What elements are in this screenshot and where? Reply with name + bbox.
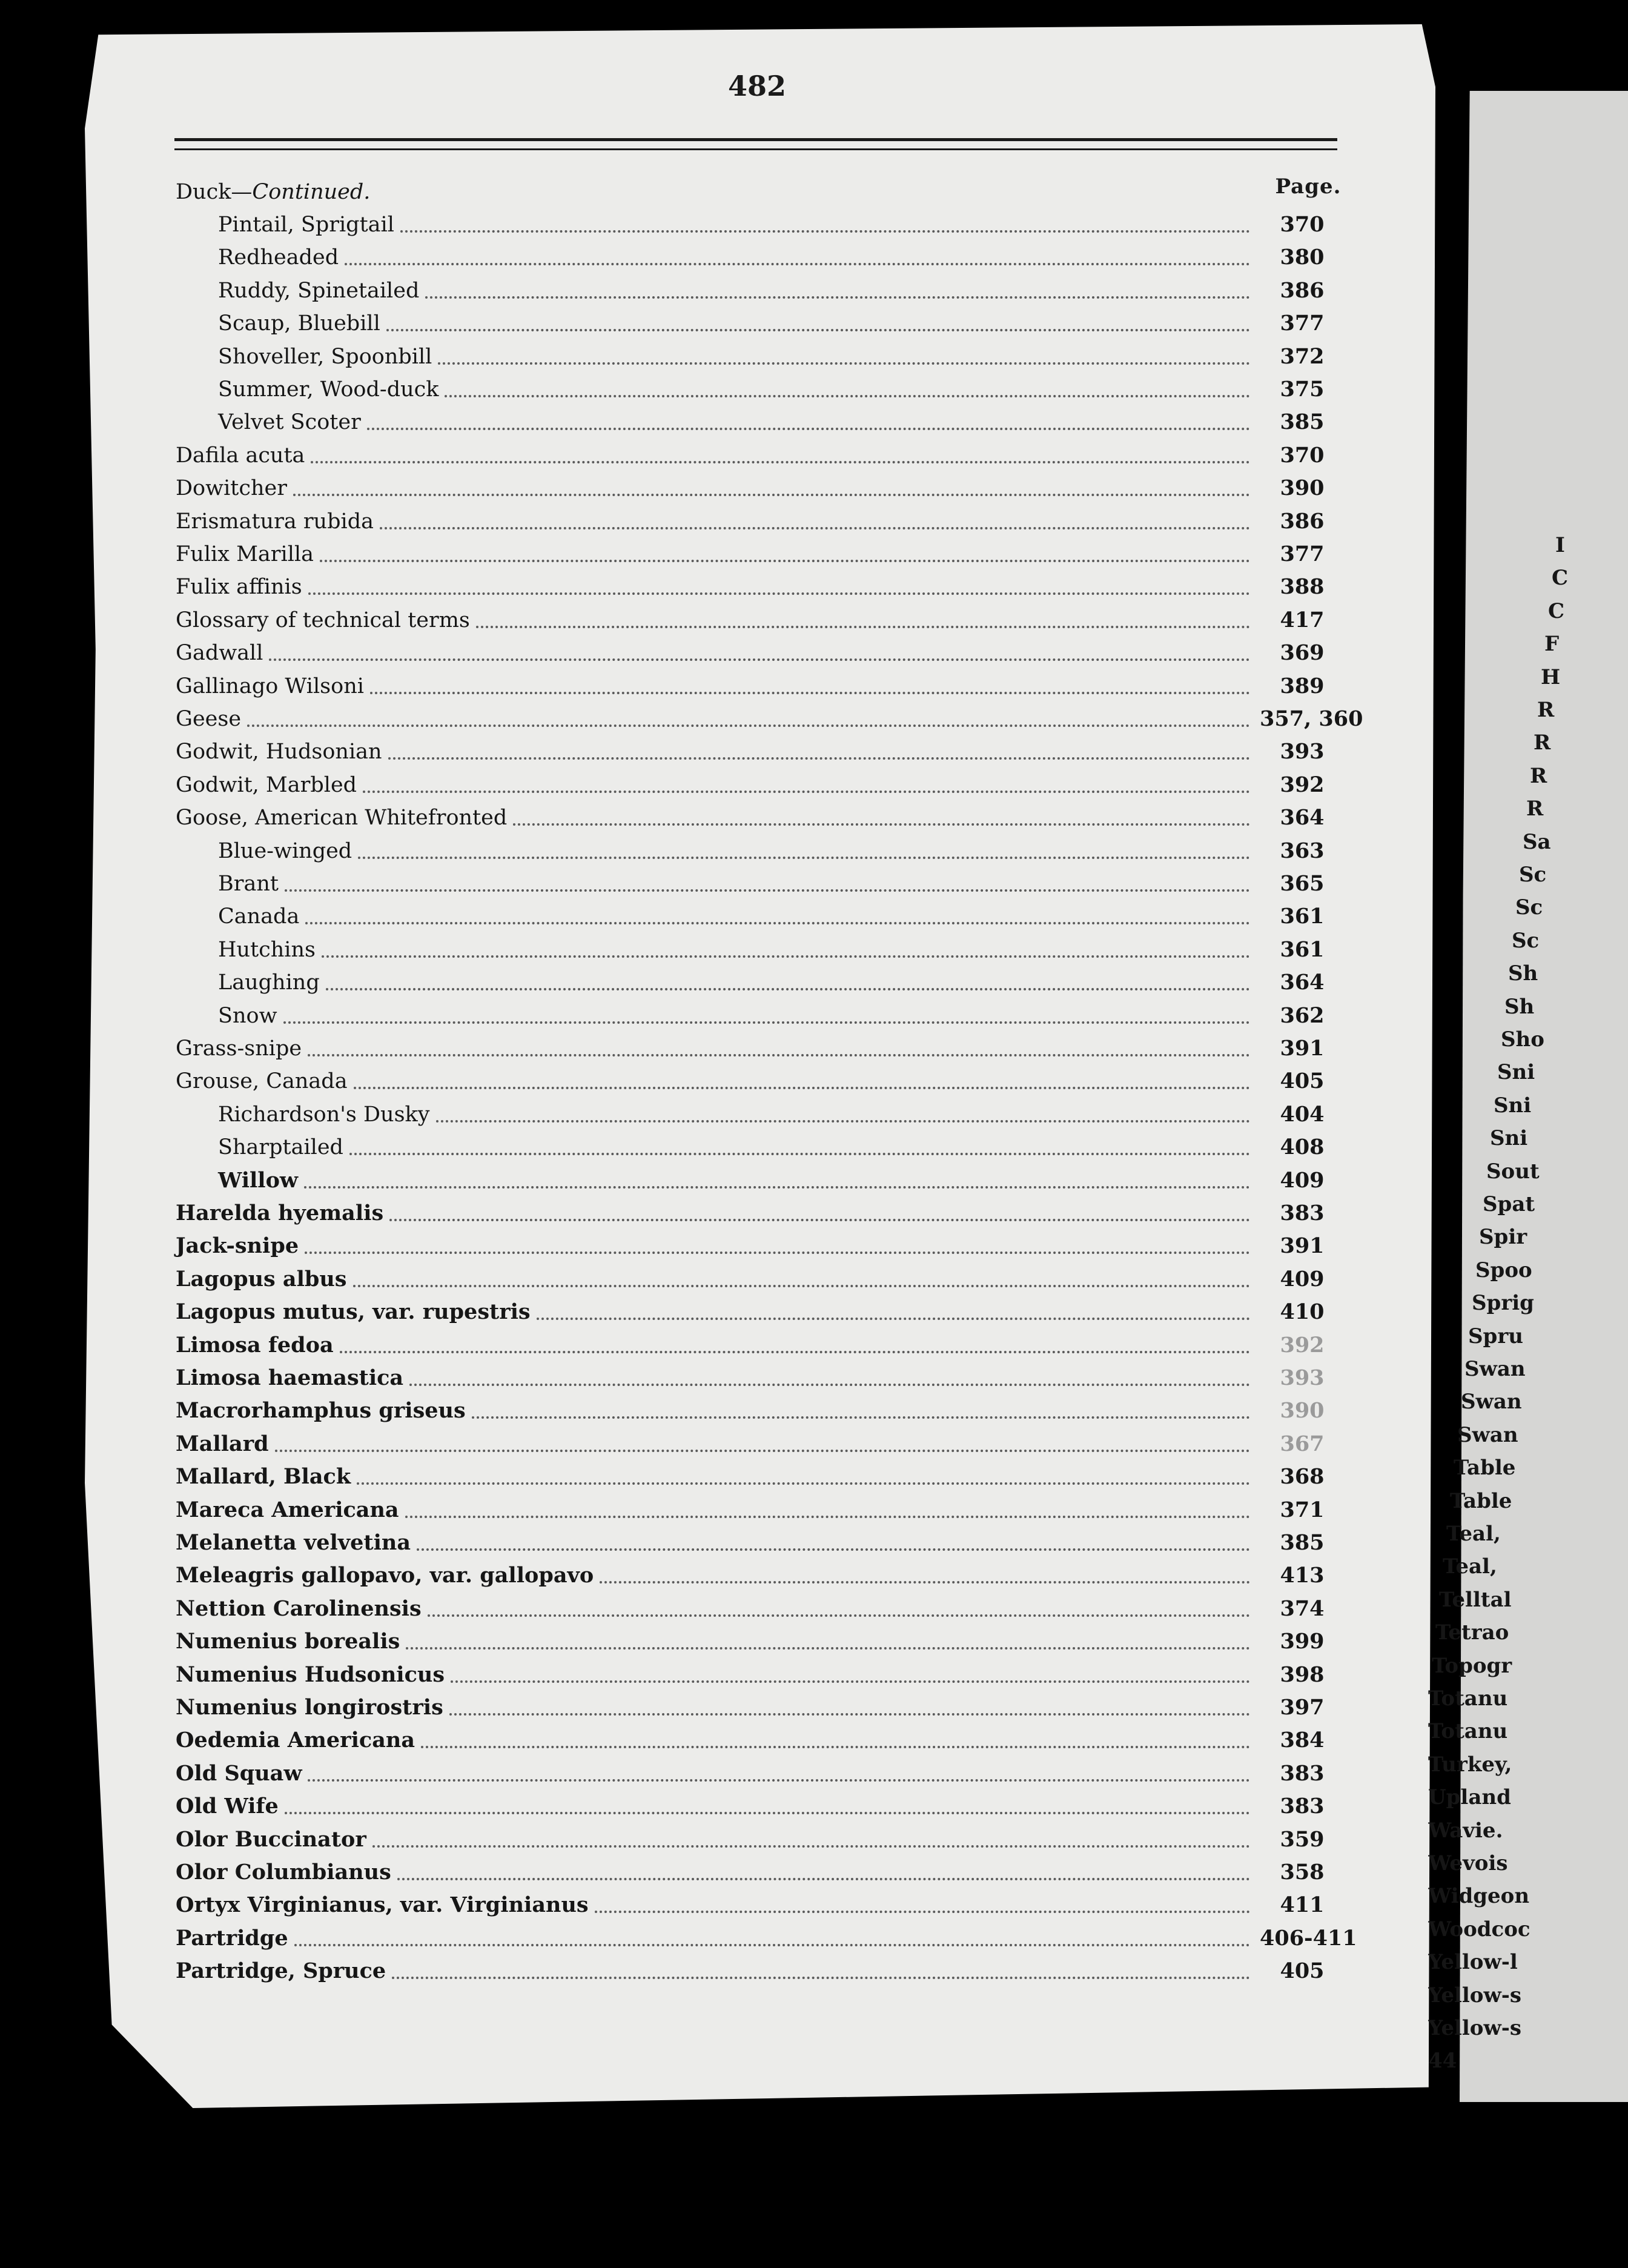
dot-leader — [372, 1845, 1250, 1848]
index-term: Willow — [218, 1167, 299, 1193]
index-entry — [176, 1065, 1345, 1098]
dot-leader — [308, 1779, 1250, 1782]
index-term: Partridge — [176, 1925, 288, 1951]
heading-continued: Continued. — [252, 180, 371, 204]
index-entry — [176, 1362, 1345, 1394]
index-page-ref: 364 — [1280, 970, 1325, 995]
index-term: Olor Buccinator — [176, 1826, 366, 1852]
index-term: Lagopus mutus, var. rupestris — [176, 1299, 531, 1325]
dot-leader — [293, 494, 1250, 496]
index-page-ref: 393 — [1280, 1365, 1325, 1390]
facing-page-fragment: Sc — [1512, 928, 1540, 953]
facing-page-fragment: Upland — [1428, 1785, 1511, 1810]
index-term: Godwit, Marbled — [176, 772, 357, 797]
index-term: Velvet Scoter — [218, 410, 361, 435]
dot-leader — [357, 1482, 1250, 1485]
index-entry — [176, 933, 1345, 966]
index-entry — [176, 1000, 1345, 1032]
facing-page-fragment: Swan — [1464, 1357, 1526, 1381]
index-term: Numenius borealis — [176, 1629, 400, 1654]
dot-leader — [409, 1384, 1250, 1386]
facing-page-fragment: Wavie. — [1428, 1818, 1503, 1843]
index-term: Partridge, Spruce — [176, 1958, 386, 1984]
dot-leader — [349, 1153, 1250, 1155]
facing-page-fragment: Yellow-l — [1428, 1950, 1518, 1975]
facing-page-fragment: 44 — [1428, 2049, 1457, 2074]
index-page-ref: 386 — [1280, 508, 1325, 534]
index-term: Harelda hyemalis — [176, 1201, 384, 1225]
index-page-ref: 413 — [1280, 1563, 1325, 1588]
index-term: Nettion Carolinensis — [176, 1596, 422, 1621]
facing-page-fragment: R — [1534, 731, 1551, 755]
index-entry — [176, 670, 1345, 703]
index-page-ref: 417 — [1280, 607, 1325, 632]
dot-leader — [421, 1746, 1250, 1748]
index-entry — [176, 1230, 1345, 1262]
dot-leader — [305, 1252, 1250, 1254]
index-entry — [176, 340, 1345, 373]
index-term: Meleagris gallopavo, var. gallopavo — [176, 1563, 594, 1588]
index-entry — [176, 1757, 1345, 1790]
facing-page-fragment: Sni — [1497, 1060, 1535, 1085]
index-page-ref: 374 — [1280, 1596, 1325, 1621]
facing-page-fragment: Sni — [1494, 1093, 1532, 1118]
dot-leader — [449, 1713, 1250, 1716]
index-page-ref: 389 — [1280, 673, 1325, 698]
facing-page-fragment: Swan — [1461, 1390, 1522, 1414]
index-term: Gadwall — [176, 641, 263, 666]
index-term: Ruddy, Spinetailed — [218, 278, 420, 303]
index-page-ref: 404 — [1280, 1101, 1325, 1127]
index-page-ref: 370 — [1280, 442, 1325, 468]
index-entry — [176, 900, 1345, 933]
facing-page-fragment: R — [1537, 698, 1555, 722]
index-entry — [176, 571, 1345, 603]
index-page-ref: 383 — [1280, 1201, 1325, 1225]
facing-page-fragment: Sh — [1504, 994, 1535, 1019]
index-entry — [176, 1164, 1345, 1197]
dot-leader — [445, 395, 1250, 397]
index-term: Fulix affinis — [176, 575, 302, 600]
facing-page-fragment: C — [1552, 566, 1569, 591]
dot-leader — [367, 428, 1250, 430]
facing-page-fragment: Tetrao — [1435, 1620, 1509, 1645]
dot-leader — [285, 1812, 1250, 1814]
facing-page-fragment: Sprig — [1472, 1291, 1534, 1316]
index-page-ref: 409 — [1280, 1167, 1325, 1193]
index-page-ref: 357, 360 — [1260, 706, 1363, 731]
facing-page-fragment: Yellow-s — [1428, 2016, 1521, 2040]
facing-page-fragment: Sa — [1523, 829, 1551, 854]
index-entry — [176, 835, 1345, 867]
index-term: Snow — [218, 1003, 277, 1028]
index-page-ref: 383 — [1280, 1794, 1325, 1819]
index-entry — [176, 1659, 1345, 1691]
index-entry — [176, 1131, 1345, 1164]
index-page-ref: 386 — [1280, 277, 1325, 303]
index-term: Goose, American Whitefronted — [176, 806, 508, 831]
dot-leader — [537, 1318, 1250, 1320]
index-term: Gallinago Wilsoni — [176, 674, 364, 698]
facing-page-fragment: Totanu — [1428, 1719, 1508, 1744]
facing-page-fragment: Wevois — [1428, 1851, 1508, 1875]
dot-leader — [275, 1450, 1250, 1452]
index-entry — [176, 1625, 1345, 1658]
index-entry — [176, 735, 1345, 768]
heading-prefix: Duck— — [176, 180, 253, 204]
dot-leader — [322, 955, 1250, 958]
dot-leader — [451, 1680, 1250, 1683]
facing-page-fragment: Sh — [1508, 961, 1538, 986]
facing-page-fragment: I — [1555, 533, 1565, 557]
index-term: Scaup, Bluebill — [218, 311, 380, 336]
dot-leader — [285, 889, 1250, 892]
index-term: Geese — [176, 707, 242, 731]
facing-page-fragment: Spru — [1468, 1324, 1523, 1348]
index-term: Old Wife — [176, 1794, 279, 1819]
index-page-ref: 359 — [1280, 1826, 1325, 1852]
dot-leader — [400, 230, 1250, 233]
index-term: Lagopus albus — [176, 1266, 347, 1292]
index-page-ref: 385 — [1280, 409, 1325, 435]
facing-page-fragment: Table — [1454, 1456, 1516, 1480]
page-number: 482 — [727, 70, 787, 102]
index-term: Godwit, Hudsonian — [176, 740, 382, 764]
index-entry — [176, 769, 1345, 801]
dot-leader — [405, 1516, 1250, 1518]
index-page-ref: 411 — [1280, 1892, 1325, 1918]
index-term: Dafila acuta — [176, 443, 305, 468]
index-page-ref: 390 — [1280, 1398, 1325, 1424]
index-page-ref: 369 — [1280, 640, 1325, 666]
index-page-ref: 393 — [1280, 739, 1325, 764]
index-entry — [176, 1032, 1345, 1065]
index-term: Blue-winged — [218, 838, 352, 863]
index-entry — [176, 1461, 1345, 1493]
index-page-ref: 363 — [1280, 838, 1325, 863]
index-entry — [176, 1691, 1345, 1724]
dot-leader — [389, 1219, 1250, 1221]
facing-page-fragment: Table — [1450, 1488, 1512, 1513]
index-page-ref: 391 — [1280, 1036, 1325, 1061]
index-entry — [176, 406, 1345, 439]
index-term: Shoveller, Spoonbill — [218, 344, 432, 369]
dot-leader — [428, 1614, 1250, 1617]
index-entry — [176, 703, 1363, 735]
index-term: Mareca Americana — [176, 1497, 399, 1522]
facing-page-column — [1428, 0, 1628, 2268]
dot-leader — [247, 724, 1250, 727]
dot-leader — [363, 791, 1250, 793]
dot-leader — [308, 592, 1250, 595]
index-term: Melanetta velvetina — [176, 1530, 411, 1555]
index-page-ref: 358 — [1280, 1860, 1325, 1885]
dot-leader — [397, 1878, 1250, 1880]
index-page-ref: 390 — [1280, 476, 1325, 501]
facing-page-fragment: Sho — [1501, 1027, 1544, 1052]
index-page-ref: 375 — [1280, 377, 1325, 402]
index-entry — [176, 1922, 1357, 1955]
dot-leader — [304, 1186, 1250, 1189]
facing-page-fragment: Swan — [1457, 1422, 1518, 1447]
page-column-heading: Page. — [1275, 174, 1342, 199]
index-page-ref: 377 — [1280, 311, 1325, 336]
index-term: Oedemia Americana — [176, 1728, 415, 1753]
index-term: Summer, Wood-duck — [218, 377, 439, 402]
index-page-ref: 364 — [1280, 805, 1325, 831]
index-term: Grass-snipe — [176, 1036, 302, 1061]
index-term: Ortyx Virginianus, var. Virginianus — [176, 1892, 589, 1918]
index-term: Hutchins — [218, 937, 316, 962]
index-term: Brant — [218, 872, 279, 896]
index-page-ref: 367 — [1280, 1431, 1325, 1456]
index-page-ref: 406-411 — [1260, 1925, 1357, 1951]
facing-page-fragment: Widgeon — [1428, 1884, 1530, 1909]
index-page-ref: 362 — [1280, 1003, 1325, 1028]
dot-leader — [513, 823, 1250, 826]
facing-page-fragment: R — [1526, 797, 1544, 821]
facing-page-fragment: Turkey, — [1428, 1752, 1512, 1777]
index-entry — [176, 1527, 1345, 1559]
dot-leader — [308, 1054, 1250, 1056]
facing-page-fragment: R — [1530, 763, 1547, 788]
index-term: Mallard — [176, 1431, 269, 1456]
index-page-ref: 399 — [1280, 1629, 1325, 1654]
dot-leader — [388, 757, 1250, 760]
dot-leader — [595, 1911, 1250, 1913]
index-term: Limosa fedoa — [176, 1332, 334, 1358]
index-term: Redheaded — [218, 245, 339, 270]
dot-leader — [320, 560, 1250, 562]
facing-page-fragment: Sni — [1490, 1126, 1528, 1151]
index-page-ref: 405 — [1280, 1958, 1325, 1984]
facing-page-fragment: Teal, — [1443, 1554, 1497, 1579]
index-entry — [176, 472, 1345, 505]
facing-page-fragment: Sout — [1486, 1159, 1540, 1184]
index-page-ref: 392 — [1280, 1332, 1325, 1358]
dot-leader — [326, 988, 1250, 990]
index-page-ref: 409 — [1280, 1266, 1325, 1292]
index-term: Grouse, Canada — [176, 1069, 348, 1094]
dot-leader — [345, 263, 1250, 265]
index-term: Dowitcher — [176, 476, 287, 501]
index-entry — [176, 1856, 1345, 1889]
index-term: Macrorhamphus griseus — [176, 1398, 466, 1424]
index-entry — [176, 1329, 1345, 1362]
index-entry — [176, 604, 1345, 637]
facing-page-fragment: F — [1544, 632, 1560, 657]
index-entry — [176, 1394, 1345, 1427]
facing-page-fragment: Yellow-s — [1428, 1983, 1521, 2008]
index-page-ref: 385 — [1280, 1530, 1325, 1555]
index-page-ref: 408 — [1280, 1135, 1325, 1160]
index-page-ref: 405 — [1280, 1069, 1325, 1094]
index-entry — [176, 1823, 1345, 1856]
dot-leader — [354, 1087, 1250, 1089]
index-term: Numenius Hudsonicus — [176, 1662, 445, 1687]
index-entry — [176, 966, 1345, 999]
index-entry — [176, 208, 1345, 241]
index-page-ref: 410 — [1280, 1299, 1325, 1325]
dot-leader — [425, 296, 1250, 299]
index-page-ref: 365 — [1280, 871, 1325, 896]
index-entry — [176, 505, 1345, 538]
facing-page-fragment: Topogr — [1432, 1653, 1512, 1678]
dot-leader — [305, 922, 1250, 924]
index-entry — [176, 538, 1345, 571]
index-term: Fulix Marilla — [176, 542, 314, 566]
index-entry — [176, 1098, 1345, 1131]
index-page-ref: 361 — [1280, 937, 1325, 962]
index-entry — [176, 1559, 1345, 1592]
facing-page-fragment: Spoo — [1475, 1258, 1532, 1282]
index-term: Laughing — [218, 970, 320, 995]
dot-leader — [386, 329, 1250, 331]
dot-leader — [370, 692, 1250, 694]
dot-leader — [358, 857, 1250, 859]
dot-leader — [438, 362, 1250, 365]
facing-page-fragment: Spir — [1479, 1225, 1527, 1250]
dot-leader — [472, 1416, 1250, 1419]
index-term: Sharptailed — [218, 1135, 343, 1160]
facing-page-fragment: Sc — [1515, 895, 1543, 920]
index-page-ref: 361 — [1280, 904, 1325, 929]
index-term: Pintail, Sprigtail — [218, 213, 394, 237]
index-page-ref: 370 — [1280, 212, 1325, 237]
index-page-ref: 391 — [1280, 1233, 1325, 1259]
index-entry — [176, 1955, 1345, 1988]
facing-page-fragment: C — [1548, 598, 1565, 623]
index-entry — [176, 1724, 1345, 1757]
index-page-ref: 383 — [1280, 1760, 1325, 1786]
index-page-ref: 397 — [1280, 1695, 1325, 1720]
dot-leader — [392, 1977, 1250, 1979]
index-entry — [176, 1889, 1345, 1921]
dot-leader — [600, 1581, 1250, 1583]
index-page-ref: 368 — [1280, 1464, 1325, 1490]
index-entry — [176, 373, 1345, 406]
index-page-ref: 388 — [1280, 574, 1325, 600]
facing-page-fragment: H — [1541, 665, 1561, 689]
index-term: Olor Columbianus — [176, 1860, 391, 1885]
index-entry — [176, 637, 1345, 669]
index-entry — [176, 1296, 1345, 1328]
dot-leader — [340, 1351, 1250, 1353]
index-entry — [176, 274, 1345, 307]
index-entry — [176, 439, 1345, 472]
facing-page-fragment: Spat — [1483, 1192, 1535, 1216]
dot-leader — [311, 461, 1250, 463]
index-entry — [176, 307, 1345, 340]
index-page-ref: 384 — [1280, 1728, 1325, 1753]
dot-leader — [294, 1944, 1250, 1946]
index-entry — [176, 1593, 1345, 1625]
index-entry — [176, 1428, 1345, 1461]
index-page-ref: 398 — [1280, 1662, 1325, 1687]
facing-page-fragment: Sc — [1519, 863, 1547, 887]
index-entry — [176, 867, 1345, 900]
index-page-ref: 372 — [1280, 343, 1325, 369]
dot-leader — [436, 1120, 1250, 1122]
dot-leader — [406, 1647, 1250, 1650]
index-entry — [176, 1197, 1345, 1230]
index-term: Limosa haemastica — [176, 1365, 404, 1390]
index-entry — [176, 1263, 1345, 1296]
index-entry — [176, 1790, 1345, 1823]
facing-page-fragment: Woodcoc — [1428, 1917, 1530, 1941]
dot-leader — [417, 1548, 1250, 1551]
index-term: Old Squaw — [176, 1760, 302, 1786]
dot-leader — [283, 1021, 1250, 1024]
dot-leader — [380, 527, 1250, 529]
index-entry — [176, 801, 1345, 834]
dot-leader — [269, 658, 1250, 661]
index-term: Glossary of technical terms — [176, 608, 470, 632]
index-term: Canada — [218, 904, 300, 929]
index-page-ref: 371 — [1280, 1497, 1325, 1522]
dot-leader — [476, 626, 1250, 628]
index-page-ref: 377 — [1280, 542, 1325, 566]
index-term: Mallard, Black — [176, 1464, 351, 1490]
index-term: Erismatura rubida — [176, 509, 374, 534]
facing-page-fragment: Telltal — [1439, 1587, 1512, 1612]
facing-page-fragment: Teal, — [1446, 1522, 1501, 1546]
dot-leader — [353, 1285, 1250, 1287]
index-term: Jack-snipe — [176, 1233, 299, 1259]
index-term: Numenius longirostris — [176, 1695, 443, 1720]
index-entry — [176, 1494, 1345, 1527]
index-page-ref: 380 — [1280, 245, 1325, 270]
index-term: Richardson's Dusky — [218, 1102, 430, 1127]
facing-page-fragment: Totanu — [1428, 1686, 1508, 1711]
index-entry — [176, 241, 1345, 274]
index-page-ref: 392 — [1280, 772, 1325, 797]
